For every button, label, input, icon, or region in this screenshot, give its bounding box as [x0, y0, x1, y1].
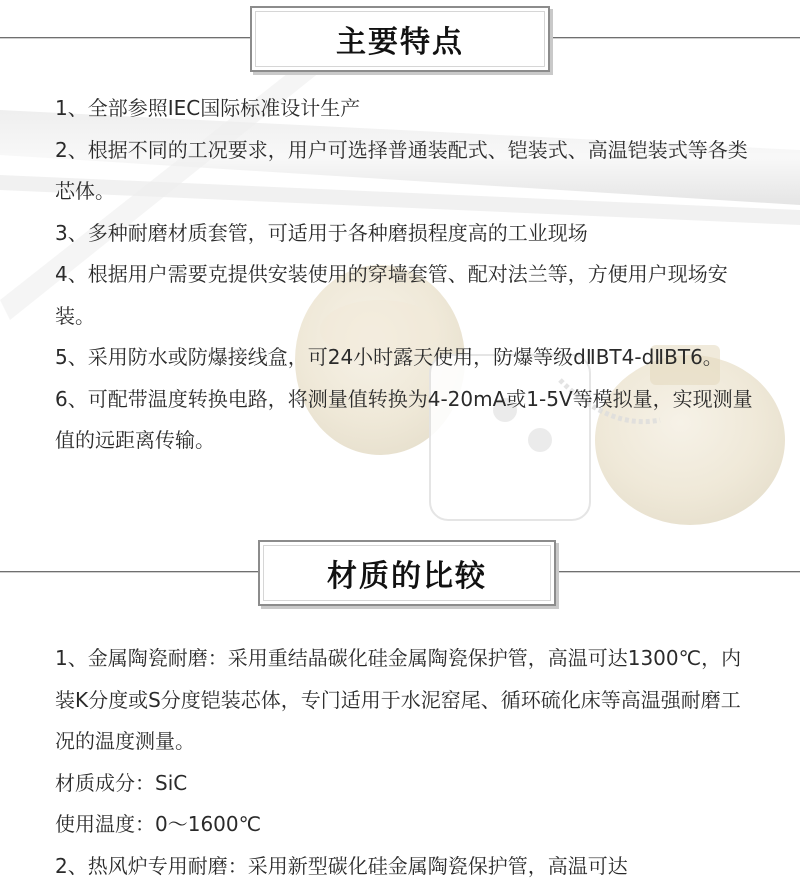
section1-title-box [250, 6, 550, 72]
section1-header [0, 4, 800, 74]
section2-title-box [258, 540, 556, 606]
feature-item-5: 5、采用防水或防爆接线盒，可24小时露天使用，防爆等级dⅡBT4-dⅡBT6。 [55, 345, 723, 369]
feature-item-1: 1、全部参照IEC国际标准设计生产 [55, 96, 361, 120]
section2-header [0, 538, 800, 608]
section2-title: 材质的比较 [327, 559, 487, 594]
material-item-1: 1、金属陶瓷耐磨：采用重结晶碳化硅金属陶瓷保护管，高温可达1300℃，内装K分度或S分度铠装芯体，专门适用于水泥窑尾、循环硫化床等高温强耐磨工况的温度测量。 [55, 646, 742, 753]
feature-item-3: 3、多种耐磨材质套管，可适用于各种磨损程度高的工业现场 [55, 220, 588, 245]
feature-item-6: 6、可配带温度转换电路，将测量值转换为4-20mA或1-5V等模拟量，实现测量值的远距离传输。 [55, 386, 753, 452]
feature-item-2: 2、根据不同的工况要求，用户可选择普通装配式、铠装式、高温铠装式等各类芯体。 [55, 137, 748, 203]
section2-material-list [55, 638, 755, 887]
feature-item-4: 4、根据用户需要克提供安装使用的穿墙套管、配对法兰等，方便用户现场安装。 [55, 262, 728, 328]
material-item-2: 2、热风炉专用耐磨：采用新型碳化硅金属陶瓷保护管，高温可达 [55, 853, 628, 878]
material-temperature: 使用温度：0～1600℃ [55, 812, 262, 836]
material-composition: 材质成分：SiC [55, 770, 188, 795]
section1-features-list [55, 88, 755, 462]
section1-title: 主要特点 [336, 25, 464, 60]
